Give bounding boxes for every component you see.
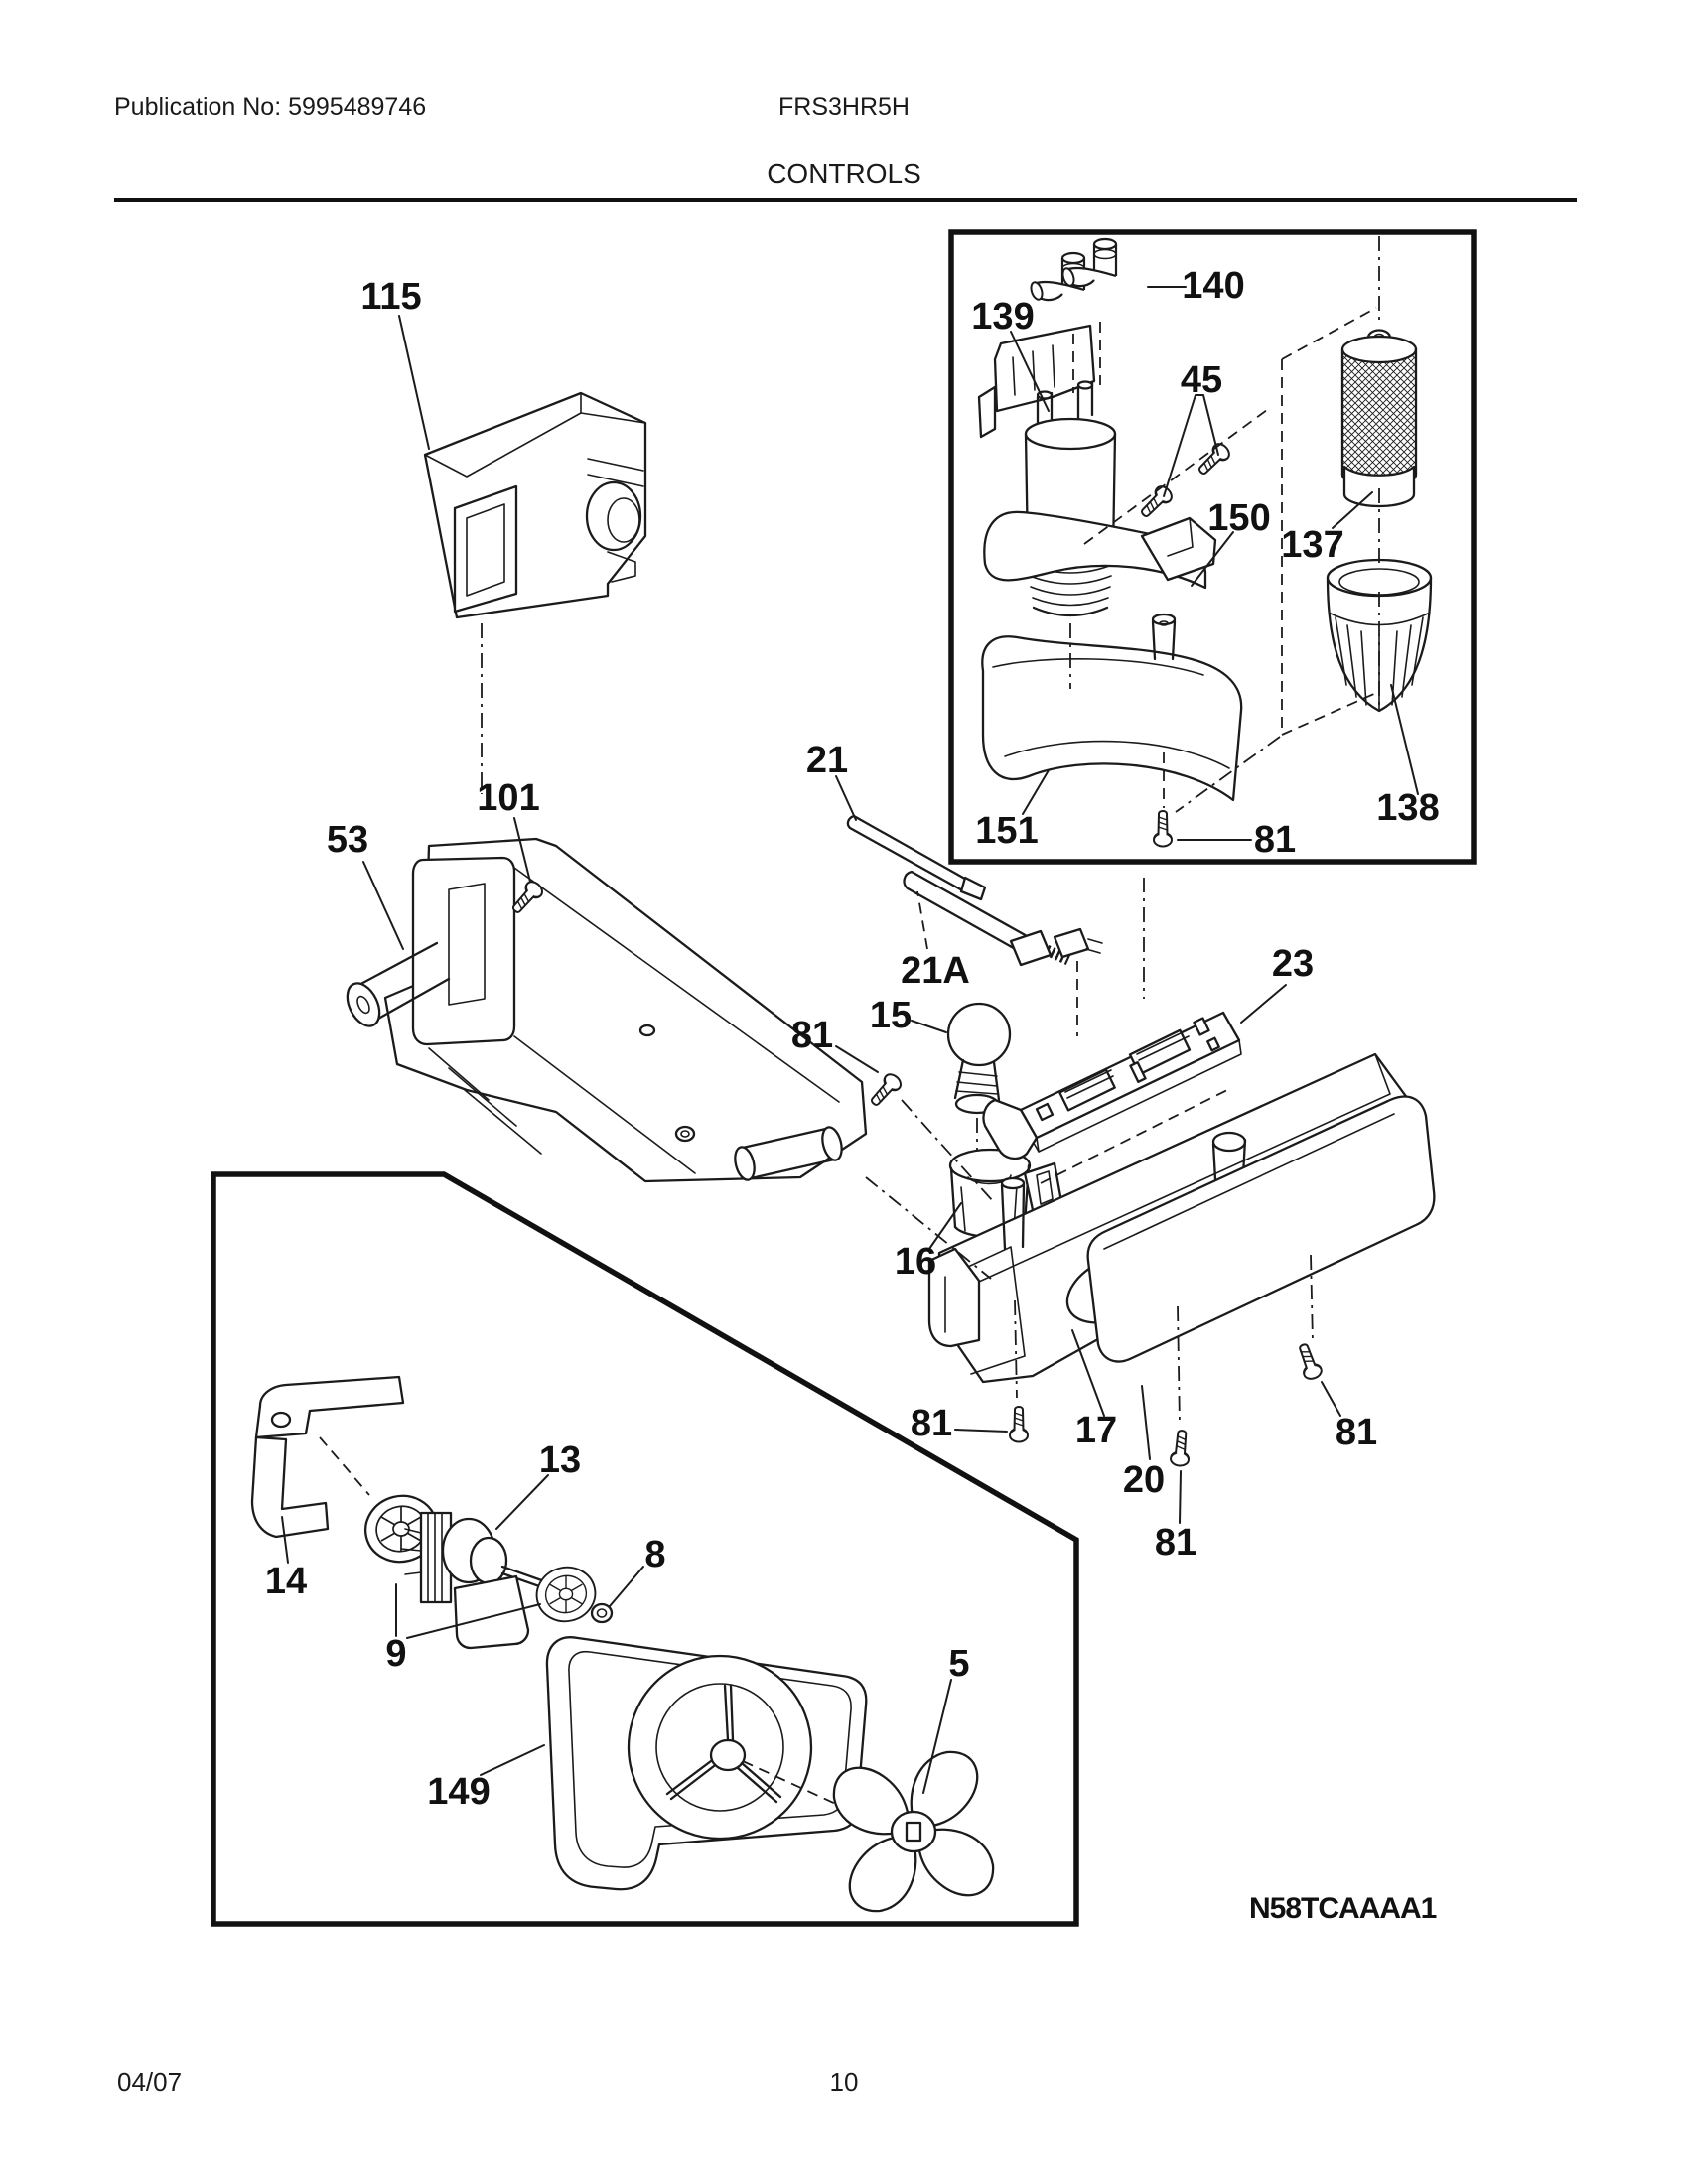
model-number: FRS3HR5H	[778, 93, 910, 121]
callout-139: 139	[971, 296, 1035, 338]
callout-8: 8	[644, 1534, 666, 1575]
callout-14: 14	[264, 1561, 308, 1602]
part-115-damper	[425, 393, 645, 794]
callout-20: 20	[1122, 1459, 1166, 1501]
callout-150: 150	[1207, 497, 1271, 539]
callout-5: 5	[948, 1643, 970, 1685]
page-title: CONTROLS	[767, 158, 921, 189]
part-150-clamp-upper	[984, 512, 1215, 588]
callout-81c: 81	[910, 1403, 953, 1444]
callout-81b: 81	[790, 1015, 834, 1056]
footer-date: 04/07	[117, 2067, 183, 2097]
part-8-washer	[592, 1604, 612, 1622]
callout-101: 101	[477, 777, 540, 819]
footer-page-number: 10	[829, 2067, 859, 2097]
callout-53: 53	[326, 819, 369, 861]
callout-45: 45	[1180, 359, 1223, 401]
part-81b-screw	[867, 1071, 904, 1109]
part-151-clamp-lower	[982, 614, 1241, 800]
callout-151: 151	[975, 810, 1039, 852]
callout-115: 115	[360, 276, 422, 318]
callout-21: 21	[805, 740, 849, 781]
part-81e-screw	[1295, 1342, 1324, 1382]
part-5-fan-blade	[826, 1744, 1002, 1920]
publication-number: Publication No: 5995489746	[114, 93, 427, 121]
callout-23: 23	[1271, 943, 1315, 985]
part-149-fan-shroud	[547, 1637, 890, 1889]
callout-17: 17	[1074, 1410, 1118, 1451]
part-140-tube-fittings	[1029, 239, 1116, 301]
mid-construction-lines	[1077, 878, 1144, 1036]
callout-149: 149	[427, 1771, 491, 1813]
callout-9: 9	[385, 1633, 407, 1675]
part-13-fan-motor	[401, 1513, 564, 1648]
part-137-filter-cartridge	[1342, 331, 1416, 507]
part-53-bracket	[341, 839, 866, 1182]
callout-15: 15	[869, 995, 913, 1036]
part-81c-screw	[1010, 1407, 1028, 1442]
part-81d-screw	[1170, 1430, 1191, 1466]
callout-13: 13	[538, 1439, 582, 1481]
diagram-id: N58TCAAAA1	[1249, 1892, 1437, 1925]
callout-81d: 81	[1154, 1522, 1197, 1564]
callout-81e: 81	[1335, 1412, 1378, 1453]
callout-81a: 81	[1253, 819, 1297, 861]
callout-138: 138	[1376, 787, 1440, 829]
callout-140: 140	[1182, 265, 1245, 307]
callout-21a: 21A	[901, 950, 970, 992]
callout-137: 137	[1281, 524, 1344, 566]
part-9-blower-wheel-2	[531, 1562, 601, 1628]
part-81a-screw	[1154, 811, 1172, 847]
callout-16: 16	[894, 1241, 937, 1283]
